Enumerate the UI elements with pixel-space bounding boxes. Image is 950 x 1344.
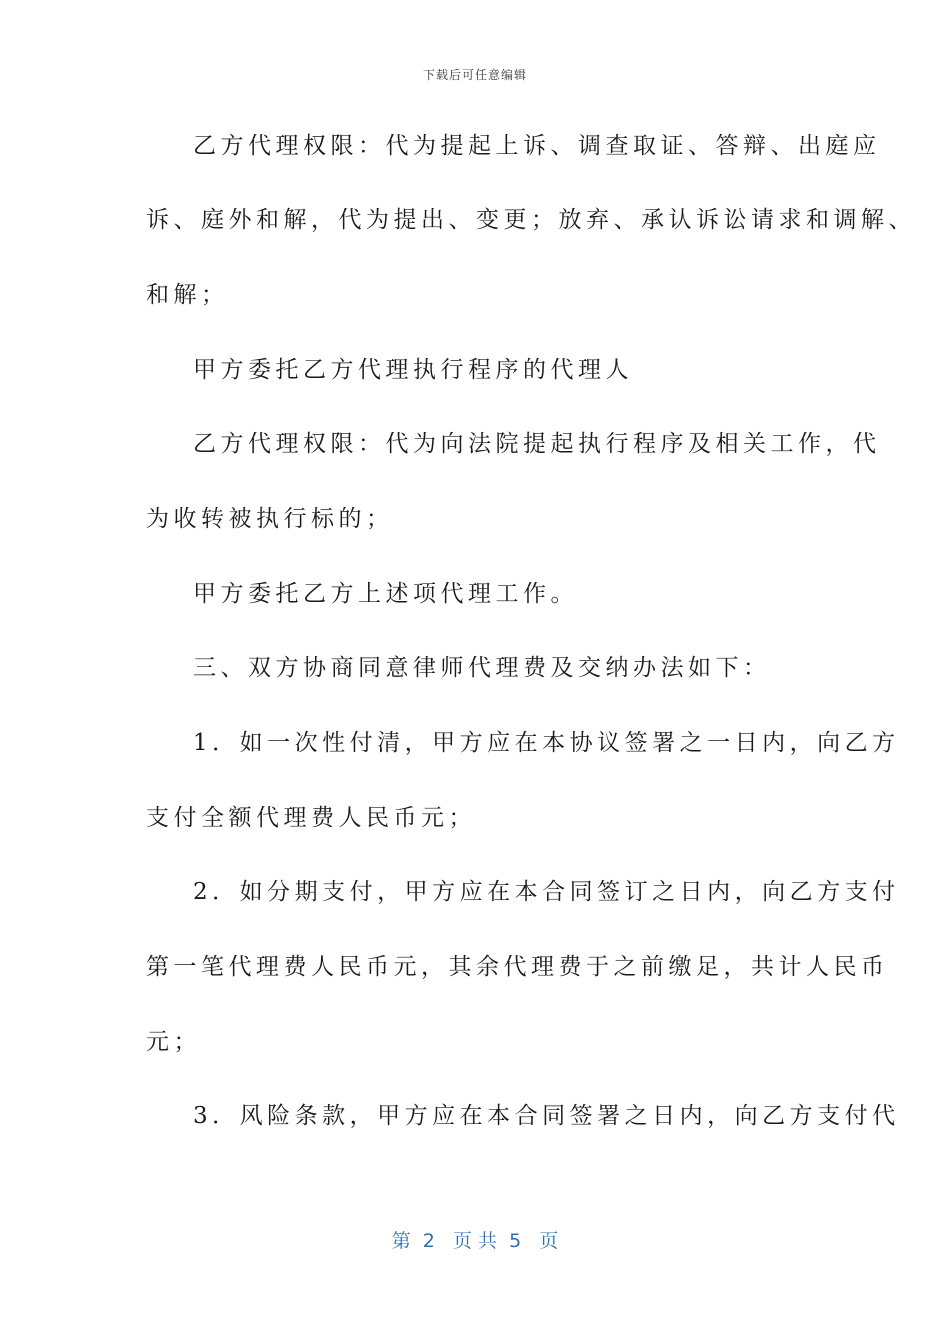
paragraph-line: 甲方委托乙方代理执行程序的代理人 — [193, 357, 633, 383]
paragraph-line: 和解； — [146, 282, 229, 308]
paragraph-line: 支付全额代理费人民币元； — [146, 805, 476, 831]
paragraph-line: 乙方代理权限：代为提起上诉、调查取证、答辩、出庭应 — [193, 133, 881, 159]
paragraph-line: 甲方委托乙方上述项代理工作。 — [193, 581, 578, 607]
paragraph-line: 三、双方协商同意律师代理费及交纳办法如下： — [193, 655, 771, 681]
paragraph-line: 诉、庭外和解，代为提出、变更；放弃、承认诉讼请求和调解、 — [146, 207, 916, 233]
paragraph-line: 乙方代理权限：代为向法院提起执行程序及相关工作，代 — [193, 431, 881, 457]
paragraph-line: 2．如分期支付，甲方应在本合同签订之日内，向乙方支付 — [193, 879, 900, 905]
paragraph-line: 第一笔代理费人民币元，其余代理费于之前缴足，共计人民币 — [146, 954, 889, 980]
page-header: 下载后可任意编辑 — [422, 68, 527, 82]
paragraph-line: 元； — [146, 1029, 201, 1055]
paragraph-line: 1．如一次性付清，甲方应在本协议签署之一日内，向乙方 — [193, 730, 900, 756]
paragraph-line: 为收转被执行标的； — [146, 506, 394, 532]
page-number-footer: 第 2 页 共 5 页 — [391, 1230, 559, 1252]
paragraph-line: 3．风险条款，甲方应在本合同签署之日内，向乙方支付代 — [193, 1103, 900, 1129]
